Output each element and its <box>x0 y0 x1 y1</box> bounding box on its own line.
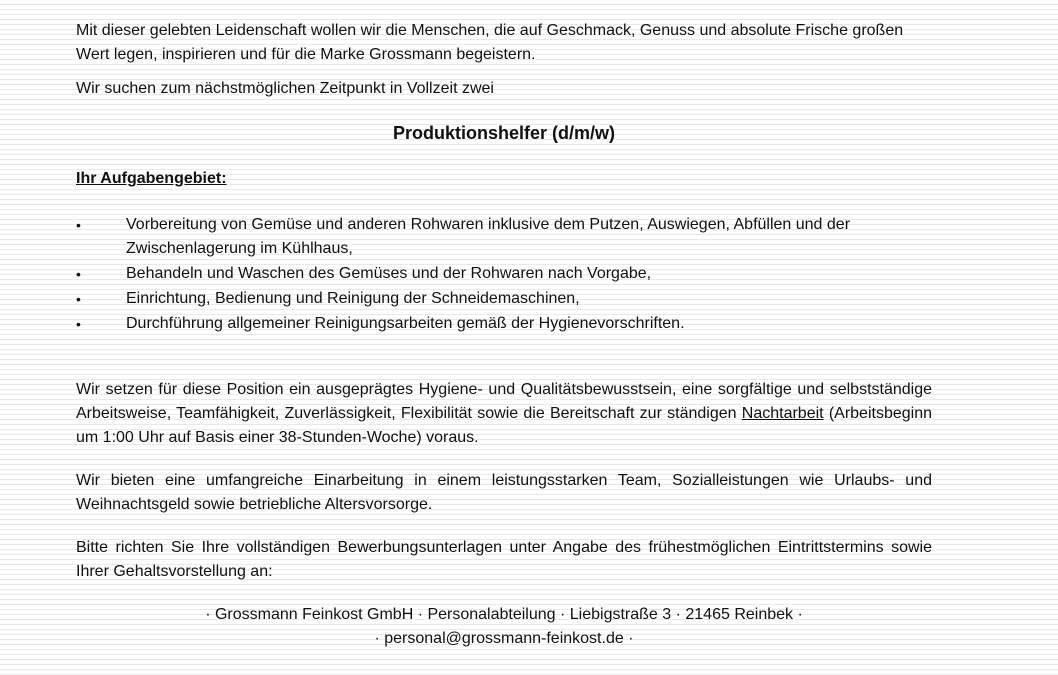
task-text: Behandeln und Waschen des Gemüses und der Rohwaren nach Vorgabe, <box>126 265 652 282</box>
requirements-text-part1: Wir setzen für diese Position ein ausgeprägtes Hygiene- und Qualitätsbewusstsein, eine sorgfältige und selbstständige Arbeitsweise, Teamfähigkeit, Zuverlässigkeit, Flexibilität sowie die Bereitschaft zur ständigen <box>76 381 932 422</box>
task-text: Vorbereitung von Gemüse und anderen Rohwaren inklusive dem Putzen, Auswiegen, Abfüllen und der Zwischenlagerung im Kühlhaus, <box>126 216 851 257</box>
search-statement: Wir suchen zum nächstmöglichen Zeitpunkt in Vollzeit zwei <box>76 80 494 97</box>
task-item-1 <box>76 213 932 261</box>
job-posting-document <box>76 19 932 651</box>
company-address: · Grossmann Feinkost GmbH · Personalabteilung · Liebigstraße 3 · 21465 Reinbek · <box>205 606 803 623</box>
bullet-icon: • <box>76 291 81 307</box>
offer-paragraph: Wir bieten eine umfangreiche Einarbeitung in einem leistungsstarken Team, Sozialleistungen wie Urlaubs- und Weihnachtsgeld sowie betriebliche Altersvorsorge. <box>76 472 932 513</box>
task-item-2 <box>76 262 932 286</box>
bullet-icon: • <box>76 266 81 282</box>
task-item-4 <box>76 312 932 336</box>
task-list <box>76 213 932 336</box>
application-paragraph: Bitte richten Sie Ihre vollständigen Bewerbungsunterlagen unter Angabe des frühestmöglichen Eintrittstermins sowie Ihrer Gehaltsvorstellung an: <box>76 539 932 580</box>
task-item-3 <box>76 287 932 311</box>
intro-paragraph: Mit dieser gelebten Leidenschaft wollen wir die Menschen, die auf Geschmack, Genuss und absolute Frische großen Wert legen, inspirieren und für die Marke Grossmann begeistern. <box>76 22 904 63</box>
task-text: Einrichtung, Bedienung und Reinigung der Schneidemaschinen, <box>126 290 580 307</box>
tasks-heading: Ihr Aufgabengebiet: <box>76 170 227 187</box>
night-work-emphasis: Nachtarbeit <box>741 405 824 422</box>
bullet-icon: • <box>76 217 81 233</box>
task-text: Durchführung allgemeiner Reinigungsarbeiten gemäß der Hygienevorschriften. <box>126 315 685 332</box>
bullet-icon: • <box>76 316 81 332</box>
contact-email: · personal@grossmann-feinkost.de · <box>374 630 634 647</box>
job-title: Produktionshelfer (d/m/w) <box>392 123 615 143</box>
requirements-paragraph <box>76 378 932 450</box>
requirements-text-part2: (Arbeitsbeginn um 1:00 Uhr auf Basis einer 38-Stunden-Woche) voraus. <box>76 405 932 446</box>
